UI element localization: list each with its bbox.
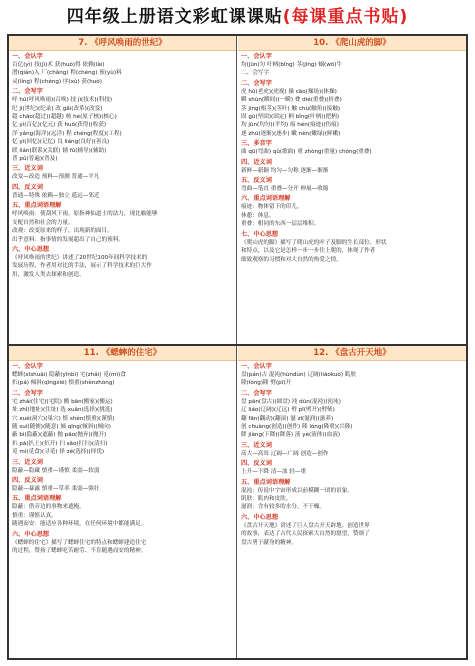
content-line: 《蟋蟀的住宅》描写了蟋蟀住宅的特点和蟋蟀建造住宅 <box>12 539 147 546</box>
section-title: 六、中心思想 <box>241 513 279 521</box>
section-title: 二、会写字 <box>12 88 43 96</box>
lesson-title: 7. 《呼风唤雨的世纪》 <box>9 36 236 51</box>
content-line: 辽 liáo(辽阔)(辽远) 劈 pī(劈开)(劈柴) <box>241 407 335 414</box>
content-line: 新鲜—新颖 均匀—匀称 逐渐—渐渐 <box>241 167 329 174</box>
content-line: 宅 zhái(住宅)(宅院) 搬 bān(搬家)(搬运) <box>12 398 113 405</box>
content-line: 呼风唤雨：使刮风下雨。原指神仙道士的法力，现比喻能够 <box>12 211 158 218</box>
lesson-panel <box>238 346 466 658</box>
content-line: 慎重：谨慎认真。 <box>12 512 57 519</box>
content-line: 痕迹：物体留下的印儿。 <box>241 204 303 211</box>
content-line: 扒(pá) 倾斜(qīngxié) 慎重(shènzhòng) <box>12 380 115 387</box>
content-line: 亿 yì(百亿)(亿元) 获 huò(获得)(收获) <box>12 122 107 129</box>
section-title: 一、会认字 <box>12 53 43 60</box>
content-line: 出乎意料：指事情的发展超出了自己的预料。 <box>12 236 124 243</box>
section-title: 四、反义词 <box>12 477 43 485</box>
content-line: 弯曲—笔直 重叠—分开 伸展—收缩 <box>241 186 329 193</box>
content-line: 隐蔽：借旁边的事物来遮掩。 <box>12 504 85 511</box>
content-line: 曲 qū(弯曲) qǔ(歌曲) 重 zhòng(重量) chóng(重叠) <box>241 149 372 156</box>
section-title: 二、会写字 <box>241 79 272 87</box>
content-line: 盘(pán)古 混沌(hùndùn) 辽阔(liáokuò) 肌肤 <box>241 372 356 378</box>
content-line: 洋 yáng(海洋)(远洋) 程 chéng(程度)(工程) <box>12 130 122 137</box>
content-line: 《盘古开天地》讲述了巨人盘古开天辟地、创造世界 <box>241 522 370 529</box>
section-title: 六、重点词语理解 <box>241 195 291 203</box>
content-line: 逐 zhú(逐渐)(逐步) 嫩 nèn(嫩绿)(鲜嫩) <box>241 130 341 137</box>
section-title: 三、近义词 <box>241 441 272 449</box>
content-line: 纪 jì(世纪)(纪录) 改 gǎi(改革)(改变) <box>12 105 103 112</box>
content-line: 《呼风唤雨的世纪》讲述了20世纪100年间科学技术的 <box>12 254 148 261</box>
content-line: 盘古勇于献身的精神。 <box>241 539 297 546</box>
section-title: 一、会认字 <box>241 53 272 60</box>
content-line: 觅 mì(觅食)(寻觅) 择 zé(选择)(择优) <box>12 449 105 456</box>
content-line: 重叠：相同的东西一层层堆积。 <box>241 221 320 228</box>
section-title: 二、会写字 <box>12 389 43 397</box>
page-title <box>0 0 475 34</box>
lesson-title: 11. 《蟋蟀的住宅》 <box>9 346 236 361</box>
content-line: 穴 xué(洞穴)(巢穴) 慎 shèn(慎重)(谨慎) <box>12 415 115 422</box>
content-line: 虎 hǔ(老虎)(虎视) 操 cāo(操场)(体操) <box>241 88 337 95</box>
title-sub: (每课重点书贴) <box>282 7 409 27</box>
content-line: 忆 yì(回忆)(记忆) 良 liáng(良好)(善良) <box>12 139 110 146</box>
content-line: 均(jūn)匀 叶柄(bǐng) 茎(jīng) 蜗(wō)牛 <box>241 62 342 68</box>
content-line: 肌肤：肌肉和皮肤。 <box>241 496 292 503</box>
content-line: 改变—改造 预料—预测 普通—平凡 <box>12 174 100 181</box>
content-line: 均 jūn(均匀)(平均) 痕 hén(痕迹)(伤痕) <box>241 122 339 129</box>
content-line: 超 chāo(超过)(超越) 核 hé(原子核)(核心) <box>12 114 117 121</box>
content-line: 潜(qián)入 厂(chǎng) 程(chéng) 预(yù)料 <box>12 70 122 77</box>
content-line: 址 zhǐ(地址)(住址) 选 xuǎn(选择)(挑选) <box>12 407 113 414</box>
section-title: 四、近义词 <box>241 158 272 166</box>
content-line: 和特点，以及它是怎样一步一步往上爬的，体现了作者 <box>241 248 376 255</box>
section-title: 一、会认字 <box>241 363 272 370</box>
section-title: 三、近义词 <box>12 165 43 173</box>
content-line: 用，激发人类去探索和创造。 <box>12 271 85 278</box>
content-line: 上升—下降 清—浊 轻—重 <box>241 469 307 476</box>
content-line: 固 gù(坚固)(固定) 柄 bǐng(叶柄)(把柄) <box>241 114 340 121</box>
section-title: 三、多音字 <box>241 140 272 148</box>
content-line: 二、会写字 <box>241 70 269 77</box>
content-line: 联 lián(联系)(关联) 辅 fǔ(辅导)(辅助) <box>12 147 107 154</box>
content-line: 隐蔽—隐藏 慎重—谨慎 柔弱—软弱 <box>12 467 100 474</box>
content-line: 支配自然和社会的力量。 <box>12 219 74 226</box>
content-line: 翻 fān(翻动)(翻滚) 滋 zī(滋润)(滋养) <box>241 415 334 422</box>
section-title: 四、反义词 <box>241 460 272 468</box>
content-line: 休憩：休息。 <box>241 212 275 219</box>
content-line: 隆(lóng)隆 劈(pī)开 <box>241 380 292 387</box>
content-line: 混沌：传说中宇宙形成以前模糊一团的景象。 <box>241 487 353 494</box>
section-title: 五、重点词语理解 <box>241 478 291 486</box>
content-line: 蟋蟀(xīshuài) 隐蔽(yǐnbì) 宅(zhái) 觅(mì)食 <box>12 372 126 378</box>
lesson-panel <box>238 36 466 344</box>
content-line: 的故事，表达了古代人民探索大自然的愿望，赞颂了 <box>241 531 370 538</box>
title-main: 四年级上册语文彩虹课课贴 <box>66 7 283 27</box>
content-line: 隐蔽—暴露 慎重—草率 柔弱—强壮 <box>12 486 100 493</box>
content-line: 高大—高耸 辽阔—广阔 创造—创作 <box>241 450 329 457</box>
lesson-panel <box>9 36 237 344</box>
lesson-title: 12. 《盘古开天地》 <box>238 346 466 361</box>
section-title: 六、中心思想 <box>12 530 50 538</box>
content-line: 发展历程，作者用对比的手法，展示了科学技术的巨大作 <box>12 263 152 270</box>
content-line: 扒 pá(扒土)(扒开) 扫 sǎo(打扫)(清扫) <box>12 440 108 447</box>
section-title: 五、重点词语理解 <box>12 202 62 210</box>
content-line: 茎 jīng(根茎)(茎叶) 触 chù(触角)(接触) <box>241 105 341 112</box>
content-line: 的过程，赞扬了蟋蟀吃苦耐劳、不肯随遇而安的精神。 <box>12 548 147 555</box>
content-line: 降 jiàng(下降)(降落) 液 yè(液体)(血液) <box>241 432 341 439</box>
content-line: 呼 hū(呼风唤雨)(召唤) 技 jì(技术)(科技) <box>12 97 113 104</box>
content-line: 细致观察的习惯和对大自然的热爱之情。 <box>241 256 342 263</box>
lesson-title: 10. 《爬山虎的脚》 <box>238 36 466 51</box>
section-title: 五、反义词 <box>241 177 272 185</box>
section-title: 一、会认字 <box>12 363 43 370</box>
content-line: 瞬 shùn(瞬间)(一瞬) 叠 dié(重叠)(折叠) <box>241 97 342 104</box>
section-title: 二、会写字 <box>241 389 272 397</box>
content-line: 普 pǔ(普遍)(普及) <box>12 156 58 163</box>
content-line: 随 suí(随便)(随意) 倾 qīng(倾斜)(倾向) <box>12 424 111 431</box>
content-line: 滋润：含有较多的水分，不干燥。 <box>241 504 325 511</box>
section-title: 四、反义词 <box>12 183 43 191</box>
sheet <box>7 34 468 660</box>
lesson-panel <box>9 346 237 658</box>
content-line: 百亿(yì) 技(jì)术 获(huò)得 依赖(lài) <box>12 62 105 68</box>
section-title: 三、近义词 <box>12 458 43 466</box>
section-title: 六、中心思想 <box>12 245 50 253</box>
content-line: 创 chuàng(创造)(创作) 隆 lóng(隆重)(兴隆) <box>241 424 353 431</box>
content-line: 灵(líng) 程(chéng) 序(xù) 获(huò) <box>12 78 102 85</box>
content-line: 随遇而安：能适应各种环境，在任何环境中都能满足。 <box>12 521 147 528</box>
section-title: 五、重点词语理解 <box>12 495 62 503</box>
section-title: 七、中心思想 <box>241 230 279 238</box>
content-line: 改观：改变原来的样子，出现新的面目。 <box>12 228 113 235</box>
content-line: 《爬山虎的脚》描写了爬山虎的叶子及脚的生长部位、形状 <box>241 239 387 246</box>
content-line: 蔽 bì(隐蔽)(遮蔽) 抛 pāo(抛弃)(抛开) <box>12 432 107 439</box>
content-line: 普通—特殊 依赖—独立 遥远—邻近 <box>12 192 100 199</box>
content-line: 盘 pán(盘古)(圆盘) 沌 dùn(混沌)(沌沌) <box>241 398 341 405</box>
